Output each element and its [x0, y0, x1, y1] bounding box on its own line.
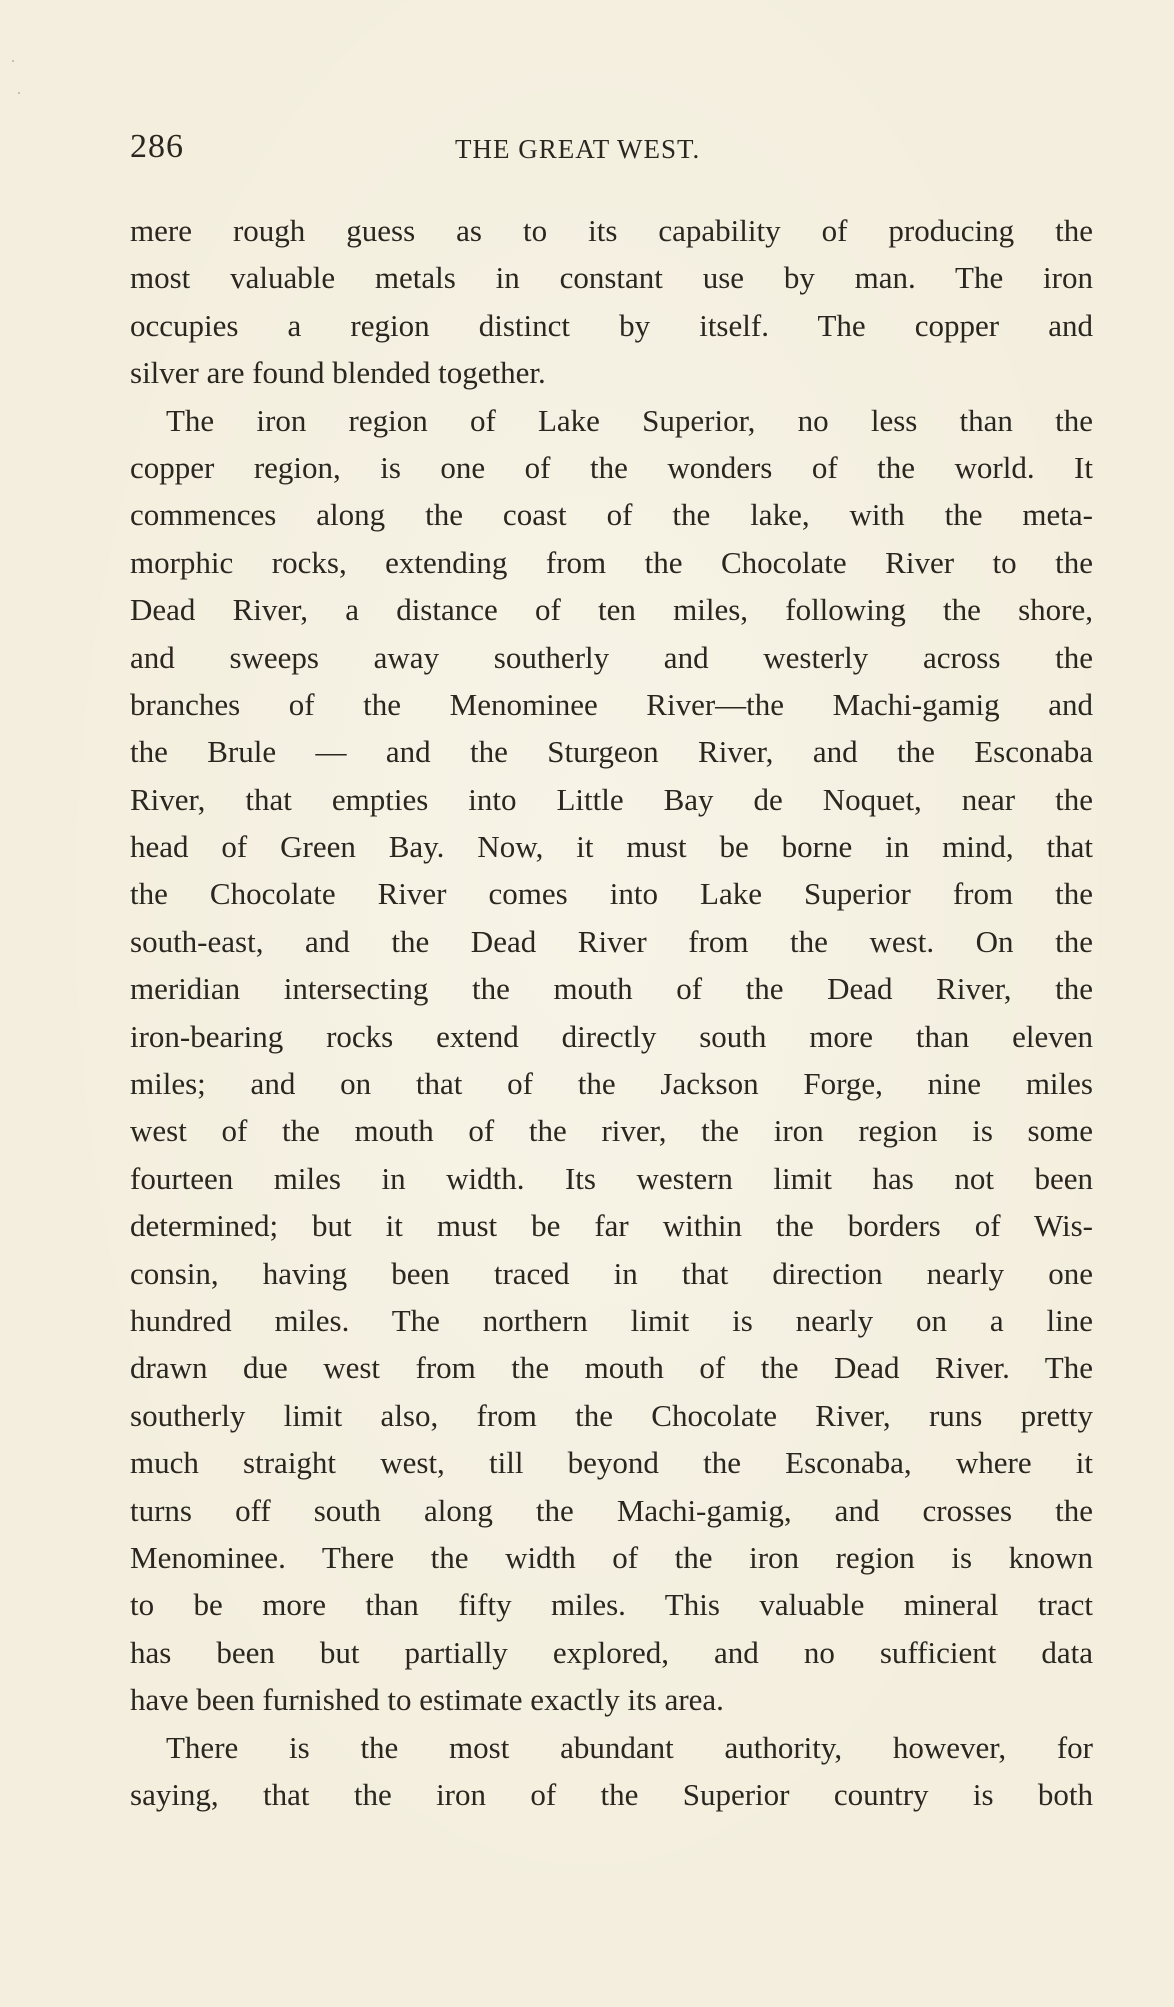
text-line: silver are found blended together.: [130, 355, 546, 391]
text-line: occupies a region distinct by itself. The copper and: [130, 307, 1093, 343]
text-line: There is the most abundant authority, however, for: [166, 1729, 1093, 1765]
text-line: much straight west, till beyond the Esconaba, where it: [130, 1445, 1093, 1481]
text-line: mere rough guess as to its capability of producing the: [130, 213, 1093, 248]
text-line: determined; but it must be far within the borders of Wis-: [130, 1208, 1093, 1244]
text-line: The iron region of Lake Superior, no less than the: [166, 402, 1093, 438]
text-line: head of Green Bay. Now, it must be borne in mind, that: [130, 829, 1093, 865]
body-text: [130, 207, 1093, 1818]
text-line: the Brule — and the Sturgeon River, and the Esconaba: [130, 734, 1093, 770]
text-line: west of the mouth of the river, the iron region is some: [130, 1113, 1093, 1149]
text-line: south-east, and the Dead River from the west. On the: [130, 923, 1093, 959]
paragraph-3: [130, 1724, 1093, 1819]
text-line: and sweeps away southerly and westerly across the: [130, 639, 1093, 675]
running-head: THE GREAT WEST.: [455, 134, 701, 164]
text-line: most valuable metals in constant use by man. The iron: [130, 260, 1093, 296]
text-line: consin, having been traced in that direction nearly one: [130, 1255, 1093, 1291]
text-line: the Chocolate River comes into Lake Superior from the: [130, 876, 1093, 912]
text-line: branches of the Menominee River—the Machi-gamig and: [130, 686, 1093, 722]
text-line: to be more than fifty miles. This valuable mineral tract: [130, 1587, 1093, 1623]
text-line: Menominee. There the width of the iron region is known: [130, 1539, 1093, 1575]
text-line: turns off south along the Machi-gamig, and crosses the: [130, 1492, 1093, 1528]
text-line: saying, that the iron of the Superior country is both: [130, 1776, 1093, 1812]
paper-speck: [18, 92, 20, 94]
paper-speck: [12, 60, 14, 62]
text-line: copper region, is one of the wonders of the world. It: [130, 449, 1093, 485]
text-line: meridian intersecting the mouth of the Dead River, the: [130, 971, 1093, 1007]
text-line: iron-bearing rocks extend directly south more than eleven: [130, 1018, 1093, 1054]
text-line: Dead River, a distance of ten miles, following the shore,: [130, 592, 1093, 628]
paragraph-2: [130, 397, 1093, 1724]
paragraph-1: [130, 207, 1093, 397]
page-number: 286: [130, 128, 184, 165]
text-line: southerly limit also, from the Chocolate River, runs pretty: [130, 1397, 1093, 1433]
text-line: morphic rocks, extending from the Chocolate River to the: [130, 544, 1093, 580]
text-line: commences along the coast of the lake, with the meta-: [130, 497, 1093, 533]
text-line: has been but partially explored, and no sufficient data: [130, 1634, 1093, 1670]
text-line: drawn due west from the mouth of the Dead River. The: [130, 1350, 1093, 1386]
text-line: have been furnished to estimate exactly its area.: [130, 1682, 724, 1718]
text-line: hundred miles. The northern limit is nearly on a line: [130, 1302, 1093, 1338]
text-line: fourteen miles in width. Its western limit has not been: [130, 1160, 1093, 1196]
text-line: River, that empties into Little Bay de Noquet, near the: [130, 781, 1093, 817]
page-header: [130, 128, 1090, 176]
text-line: miles; and on that of the Jackson Forge, nine miles: [130, 1066, 1093, 1102]
